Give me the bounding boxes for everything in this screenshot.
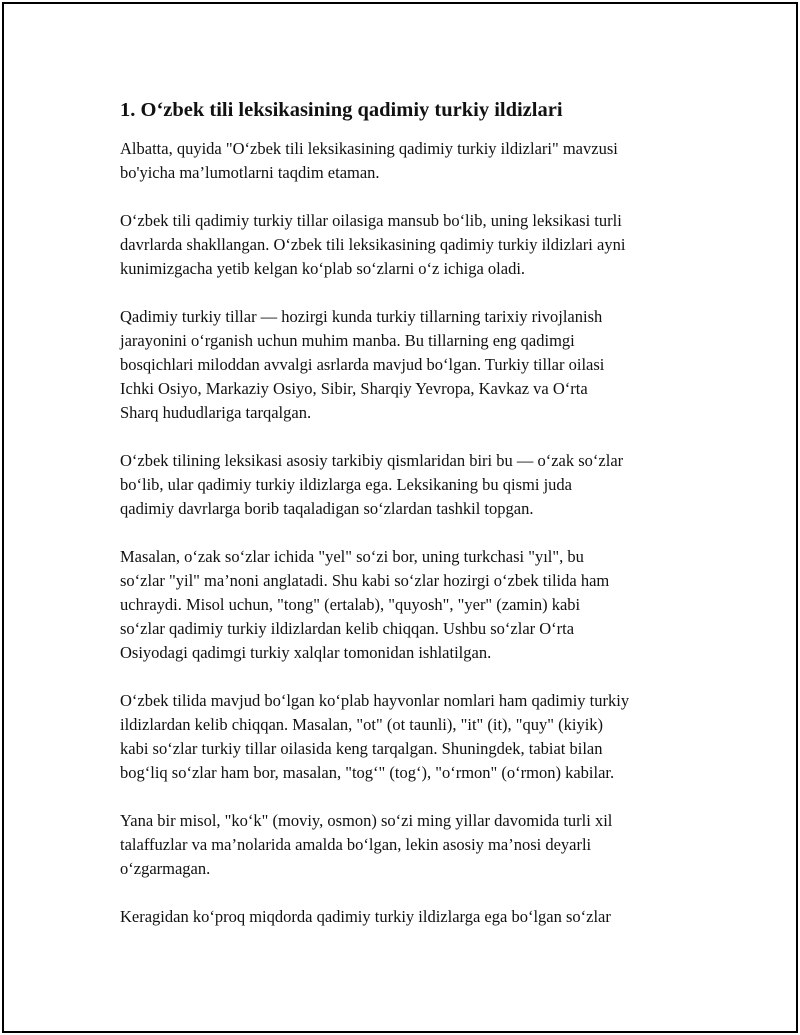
text-line: o‘zgarmagan.: [120, 859, 211, 878]
page-frame: [2, 2, 798, 1033]
paragraph-1: [120, 137, 710, 185]
paragraph-7: [120, 809, 710, 881]
paragraph-6: [120, 689, 710, 785]
text-line: davrlarda shakllangan. O‘zbek tili leksikasining qadimiy turkiy ildizlari ayni: [120, 235, 626, 254]
text-line: bog‘liq so‘zlar ham bor, masalan, "tog‘" (tog‘), "o‘rmon" (o‘rmon) kabilar.: [120, 763, 615, 782]
text-line: Osiyodagi qadimgi turkiy xalqlar tomonidan ishlatilgan.: [120, 643, 492, 662]
text-line: kabi so‘zlar turkiy tillar oilasida keng tarqalgan. Shuningdek, tabiat bilan: [120, 739, 603, 758]
paragraph-3: [120, 305, 710, 425]
text-line: Keragidan ko‘proq miqdorda qadimiy turkiy ildizlarga ega bo‘lgan so‘zlar: [120, 907, 611, 926]
text-line: ildizlardan kelib chiqqan. Masalan, "ot" (ot taunli), "it" (it), "quy" (kiyik): [120, 715, 604, 734]
text-line: bo'yicha ma’lumotlarni taqdim etaman.: [120, 163, 380, 182]
text-line: bosqichlari miloddan avvalgi asrlarda mavjud bo‘lgan. Turkiy tillar oilasi: [120, 355, 605, 374]
text-line: Masalan, o‘zak so‘zlar ichida "yel" so‘zi bor, uning turkchasi "yıl", bu: [120, 547, 584, 566]
paragraph-2: [120, 209, 710, 281]
text-line: jarayonini o‘rganish uchun muhim manba. Bu tillarning eng qadimgi: [120, 331, 575, 350]
text-line: O‘zbek tilining leksikasi asosiy tarkibiy qismlaridan biri bu — o‘zak so‘zlar: [120, 451, 624, 470]
text-line: Qadimiy turkiy tillar — hozirgi kunda turkiy tillarning tarixiy rivojlanish: [120, 307, 603, 326]
text-line: Yana bir misol, "ko‘k" (moviy, osmon) so‘zi ming yillar davomida turli xil: [120, 811, 613, 830]
text-line: so‘zlar "yil" ma’noni anglatadi. Shu kabi so‘zlar hozirgi o‘zbek tilida ham: [120, 571, 610, 590]
text-line: kunimizgacha yetib kelgan ko‘plab so‘zlarni o‘z ichiga oladi.: [120, 259, 526, 278]
text-line: so‘zlar qadimiy turkiy ildizlardan kelib chiqqan. Ushbu so‘zlar O‘rta: [120, 619, 575, 638]
text-line: talaffuzlar va ma’nolarida amalda bo‘lgan, lekin asosiy ma’nosi deyarli: [120, 835, 592, 854]
document-title: 1. O‘zbek tili leksikasining qadimiy turkiy ildizlari: [120, 99, 563, 121]
text-line: O‘zbek tilida mavjud bo‘lgan ko‘plab hayvonlar nomlari ham qadimiy turkiy: [120, 691, 630, 710]
text-line: qadimiy davrlarga borib taqaladigan so‘zlardan tashkil topgan.: [120, 499, 534, 518]
text-line: Albatta, quyida "O‘zbek tili leksikasining qadimiy turkiy ildizlari" mavzusi: [120, 139, 618, 158]
text-line: uchraydi. Misol uchun, "tong" (ertalab), "quyosh", "yer" (zamin) kabi: [120, 595, 581, 614]
text-line: O‘zbek tili qadimiy turkiy tillar oilasiga mansub bo‘lib, uning leksikasi turli: [120, 211, 622, 230]
paragraph-4: [120, 449, 710, 521]
document-body: [120, 96, 710, 953]
paragraph-5: [120, 545, 710, 665]
text-line: bo‘lib, ular qadimiy turkiy ildizlarga ega. Leksikaning bu qismi juda: [120, 475, 572, 494]
paragraph-8: [120, 905, 710, 929]
text-line: Sharq hududlariga tarqalgan.: [120, 403, 312, 422]
text-line: Ichki Osiyo, Markaziy Osiyo, Sibir, Sharqiy Yevropa, Kavkaz va O‘rta: [120, 379, 588, 398]
